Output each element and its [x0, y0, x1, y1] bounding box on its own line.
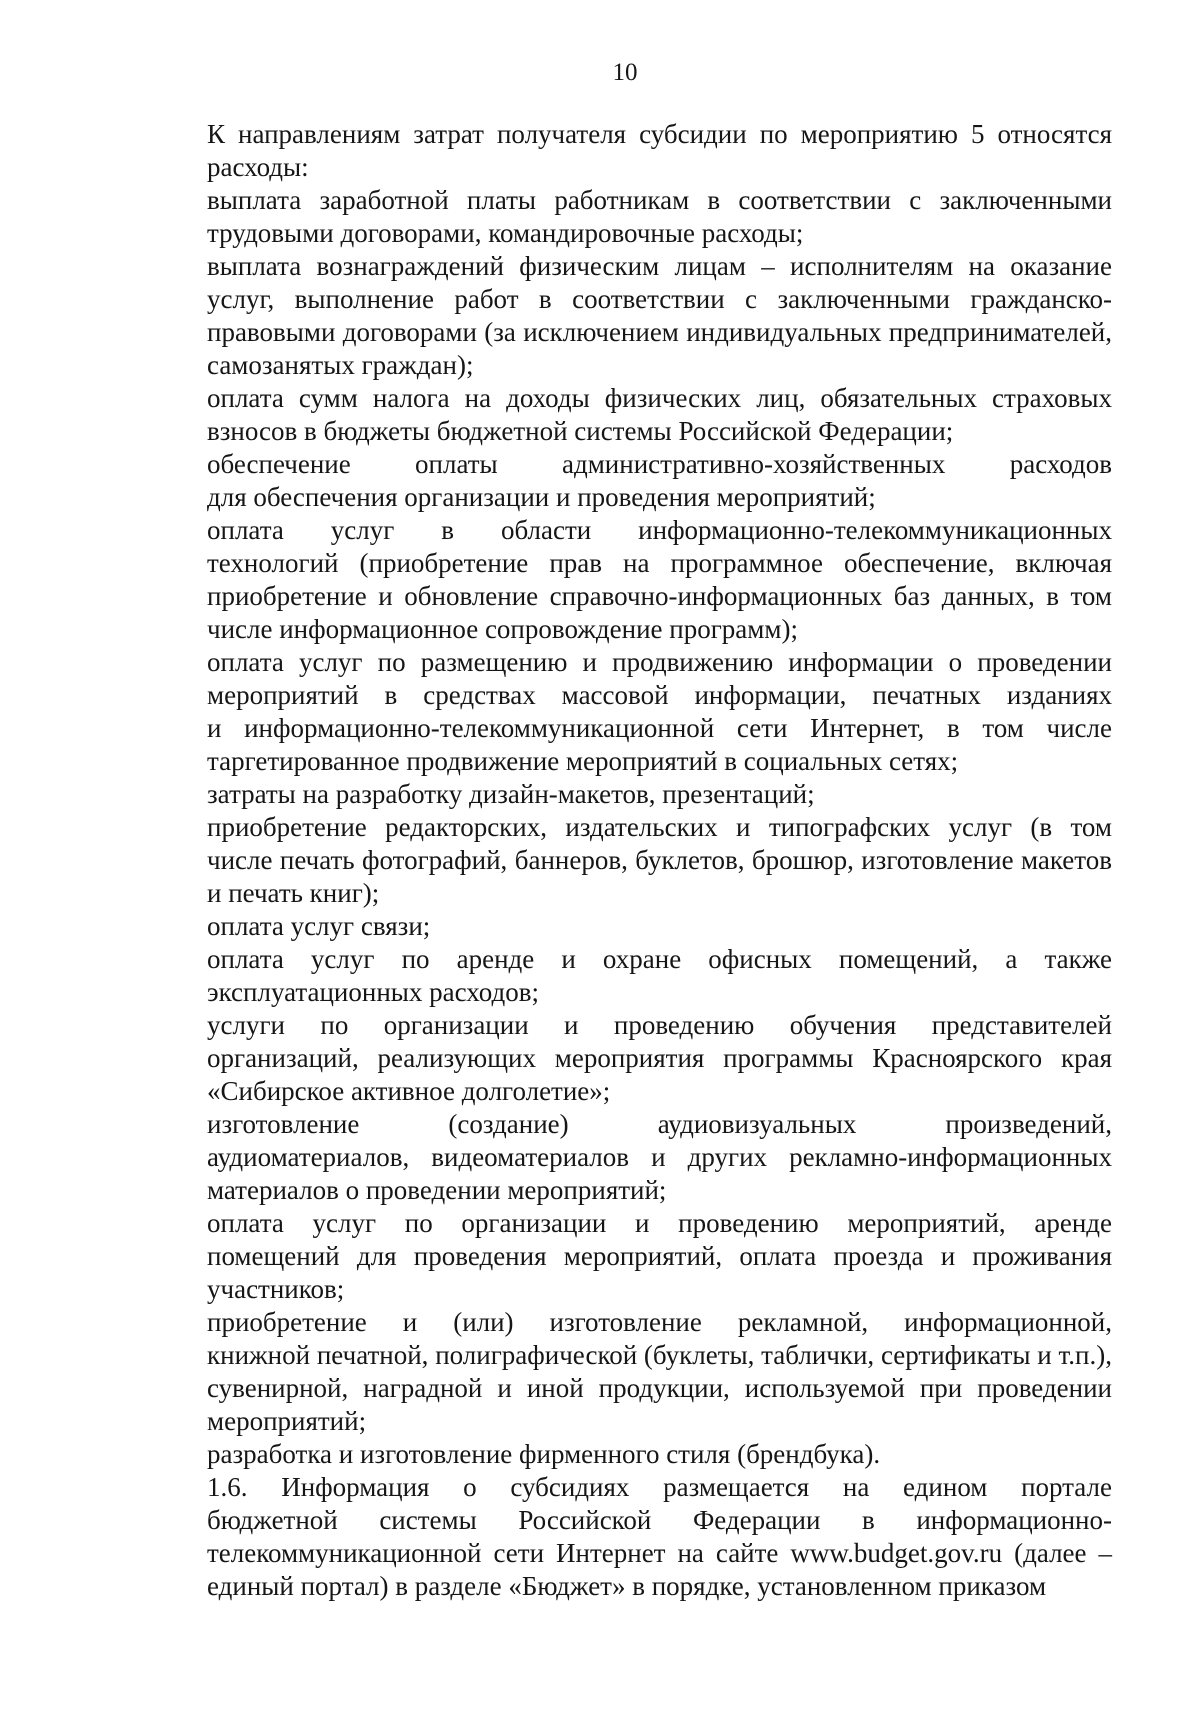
- paragraph: [135, 910, 1112, 943]
- text-line: таргетированное продвижение мероприятий в социальных сетях;: [207, 746, 959, 776]
- text-line: числе печать фотографий, баннеров, буклетов, брошюр, изготовление макетов: [207, 845, 1112, 875]
- paragraph: [135, 514, 1112, 646]
- text-line: приобретение и (или) изготовление рекламной, информационной,: [207, 1307, 1112, 1337]
- text-line: услуги по организации и проведению обучения представителей: [207, 1010, 1112, 1040]
- text-line: телекоммуникационной сети Интернет на сайте www.budget.gov.ru (далее –: [207, 1538, 1112, 1568]
- text-line: оплата сумм налога на доходы физических лиц, обязательных страховых: [207, 383, 1112, 413]
- paragraph: [135, 1471, 1112, 1603]
- text-line: правовыми договорами (за исключением индивидуальных предпринимателей,: [207, 317, 1112, 347]
- text-line: аудиоматериалов, видеоматериалов и других рекламно-информационных: [207, 1142, 1112, 1172]
- text-line: помещений для проведения мероприятий, оплата проезда и проживания: [207, 1241, 1112, 1271]
- text-line: технологий (приобретение прав на программное обеспечение, включая: [207, 548, 1112, 578]
- text-line: мероприятий в средствах массовой информации, печатных изданиях: [207, 680, 1112, 710]
- document-body: [135, 118, 1112, 1603]
- paragraph: [135, 1009, 1112, 1108]
- text-line: оплата услуг по организации и проведению мероприятий, аренде: [207, 1208, 1112, 1238]
- paragraph: [135, 646, 1112, 778]
- text-line: приобретение и обновление справочно-информационных баз данных, в том: [207, 581, 1112, 611]
- text-line: и информационно-телекоммуникационной сети Интернет, в том числе: [207, 713, 1112, 743]
- paragraph: [135, 382, 1112, 448]
- text-line: оплата услуг связи;: [207, 911, 431, 941]
- paragraph: [135, 1438, 1112, 1471]
- paragraph: [135, 1207, 1112, 1306]
- text-line: организаций, реализующих мероприятия программы Красноярского края: [207, 1043, 1112, 1073]
- text-line: бюджетной системы Российской Федерации в информационно-: [207, 1505, 1112, 1535]
- text-line: единый портал) в разделе «Бюджет» в порядке, установленном приказом: [207, 1571, 1047, 1601]
- text-line: «Сибирское активное долголетие»;: [207, 1076, 611, 1106]
- text-line: эксплуатационных расходов;: [207, 977, 539, 1007]
- text-line: расходы:: [207, 152, 309, 182]
- text-line: оплата услуг в области информационно-телекоммуникационных: [207, 515, 1112, 545]
- text-line: выплата вознаграждений физическим лицам – исполнителям на оказание: [207, 251, 1112, 281]
- text-line: изготовление (создание) аудиовизуальных произведений,: [207, 1109, 1112, 1139]
- paragraph: [135, 448, 1112, 514]
- paragraph: [135, 184, 1112, 250]
- text-line: оплата услуг по аренде и охране офисных помещений, а также: [207, 944, 1112, 974]
- paragraph: [135, 118, 1112, 184]
- text-line: услуг, выполнение работ в соответствии с заключенными гражданско-: [207, 284, 1112, 314]
- text-line: приобретение редакторских, издательских и типографских услуг (в том: [207, 812, 1112, 842]
- paragraph: [135, 811, 1112, 910]
- text-line: участников;: [207, 1274, 345, 1304]
- text-line: К направлениям затрат получателя субсидии по мероприятию 5 относятся: [207, 119, 1112, 149]
- text-line: выплата заработной платы работникам в соответствии с заключенными: [207, 185, 1112, 215]
- paragraph: [135, 1306, 1112, 1438]
- text-line: для обеспечения организации и проведения мероприятий;: [207, 482, 876, 512]
- paragraph: [135, 250, 1112, 382]
- text-line: материалов о проведении мероприятий;: [207, 1175, 667, 1205]
- paragraph: [135, 943, 1112, 1009]
- text-line: самозанятых граждан);: [207, 350, 474, 380]
- paragraph: [135, 778, 1112, 811]
- text-line: книжной печатной, полиграфической (буклеты, таблички, сертификаты и т.п.),: [207, 1340, 1112, 1370]
- text-line: мероприятий;: [207, 1406, 367, 1436]
- page-number: 10: [612, 59, 638, 86]
- text-line: оплата услуг по размещению и продвижению информации о проведении: [207, 647, 1112, 677]
- text-line: обеспечение оплаты административно-хозяйственных расходов: [207, 449, 1112, 479]
- text-line: разработка и изготовление фирменного стиля (брендбука).: [207, 1439, 881, 1469]
- text-line: сувенирной, наградной и иной продукции, используемой при проведении: [207, 1373, 1112, 1403]
- text-line: взносов в бюджеты бюджетной системы Российской Федерации;: [207, 416, 954, 446]
- text-line: 1.6. Информация о субсидиях размещается на едином портале: [207, 1472, 1112, 1502]
- paragraph: [135, 1108, 1112, 1207]
- text-line: затраты на разработку дизайн-макетов, презентаций;: [207, 779, 815, 809]
- text-line: числе информационное сопровождение программ);: [207, 614, 798, 644]
- text-line: и печать книг);: [207, 878, 380, 908]
- text-line: трудовыми договорами, командировочные расходы;: [207, 218, 804, 248]
